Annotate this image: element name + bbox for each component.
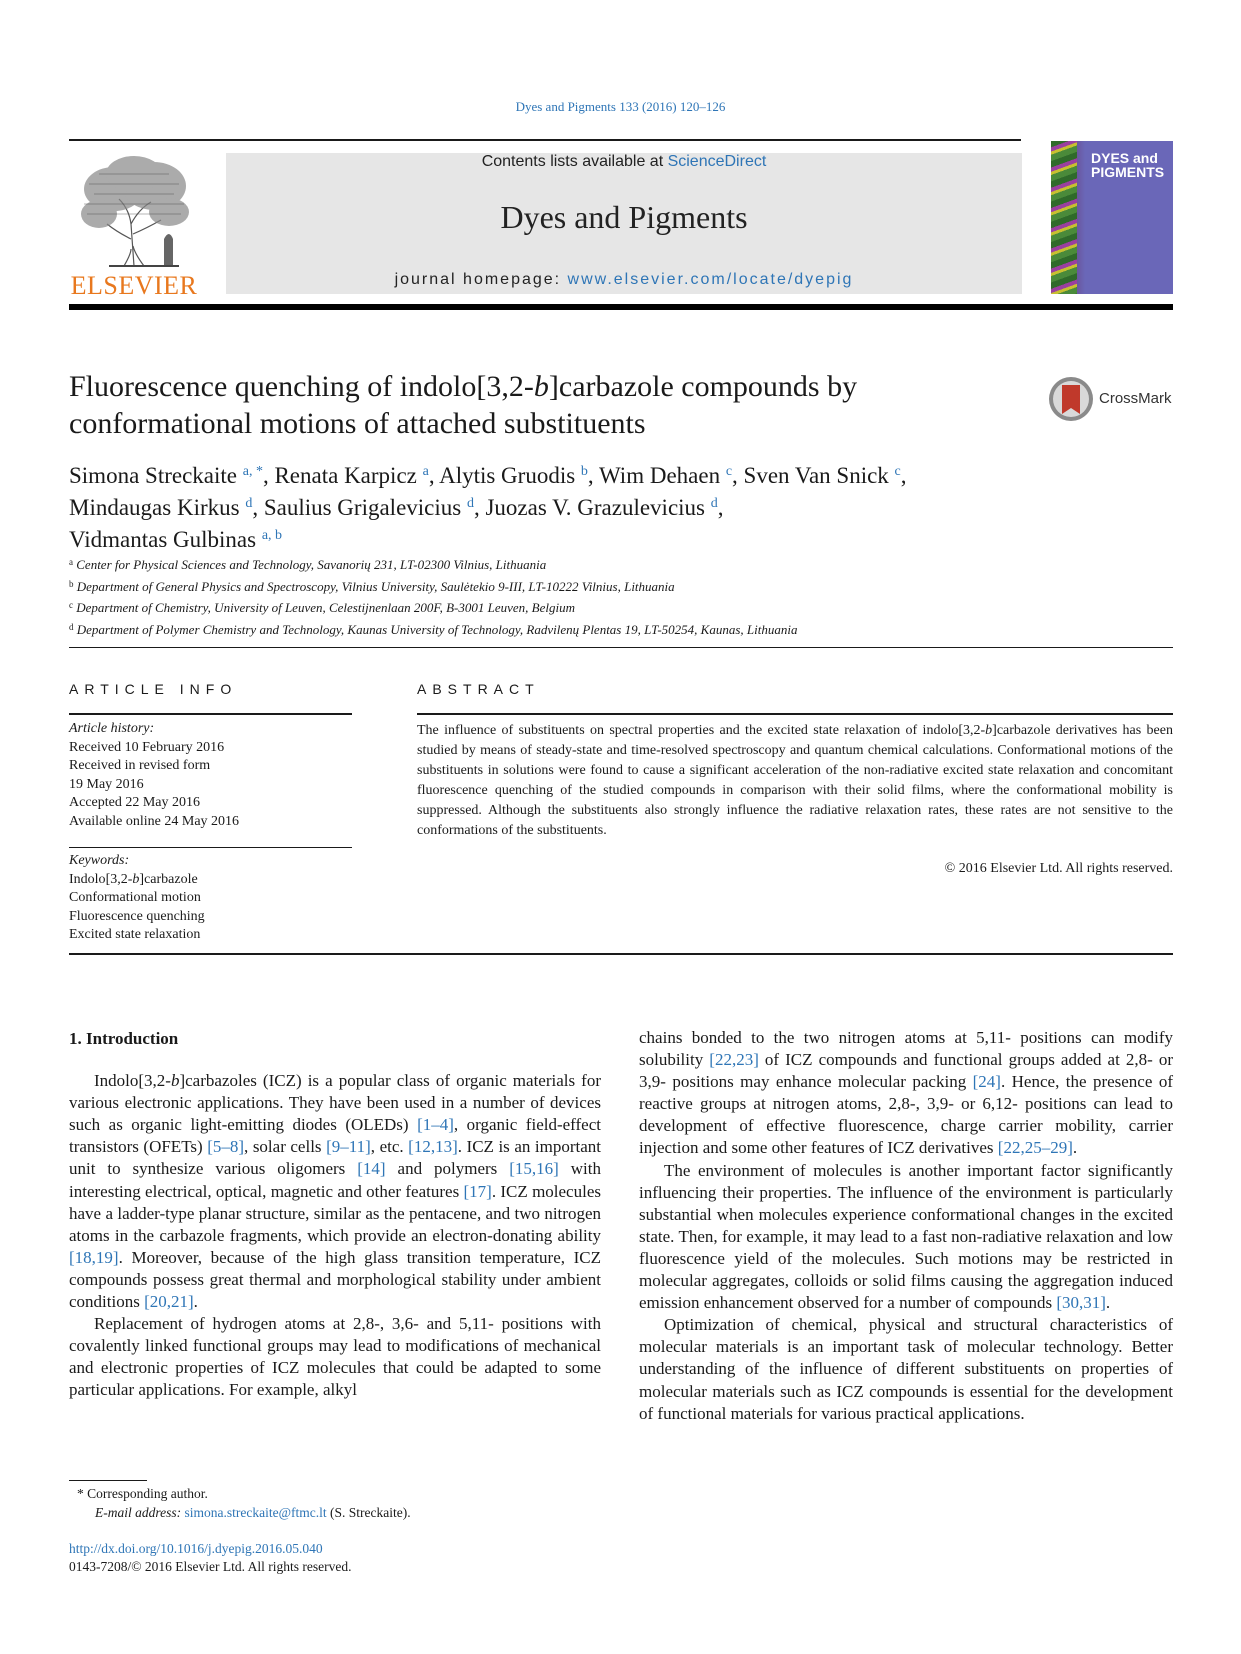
affiliation-text: Center for Physical Sciences and Technology, Savanorių 231, LT-02300 Vilnius, Lithuania — [76, 557, 547, 572]
contents-available-line — [226, 153, 1022, 171]
journal-homepage-line — [226, 271, 1022, 289]
keywords-list — [69, 871, 352, 945]
citation-link[interactable]: [18,19] — [69, 1247, 119, 1267]
keywords-rule — [69, 847, 352, 848]
header-top-rule — [69, 139, 1021, 141]
affiliation-mark: a — [69, 557, 73, 567]
affiliation-item — [69, 596, 1173, 618]
keyword-item: Indolo[3,2-b]carbazole — [69, 871, 198, 887]
journal-citation-link[interactable]: Dyes and Pigments 133 (2016) 120–126 — [515, 99, 726, 114]
citation-link[interactable]: [30,31] — [1056, 1293, 1106, 1313]
header-bottom-rule — [69, 304, 1173, 310]
affiliation-mark: b — [69, 578, 74, 589]
body-left-column — [69, 1028, 601, 1402]
email-link[interactable]: simona.streckaite@ftmc.lt — [184, 1504, 327, 1520]
citation-link[interactable]: [14] — [357, 1159, 386, 1179]
history-item: Available online 24 May 2016 — [69, 813, 240, 829]
body-paragraph: Optimization of chemical, physical and structural characteristics of molecular materials is an important task of molecular technology. Better understanding of the influence of different substituents on properties of molecular materials such as ICZ compounds is essential for the development of functional materials for various practical applications. — [639, 1315, 1173, 1423]
email-line — [69, 1504, 609, 1523]
doi-block — [69, 1540, 609, 1576]
article-info-heading: ARTICLE INFO — [69, 681, 238, 697]
author-list: Simona Streckaite $^{a, *}$, Renata Karpicz $^a$, Alytis Gruodis $^b$, Wim Dehaen $^c$, Sven Van Snick $^c$, Mindaugas Kirkus $^d$, Saulius Grigalevicius $^d$, Juozas V. Grazulevicius $^d$, Vidmantas Gulbinas $^{a, b}$ — [69, 463, 907, 552]
cover-title: DYES and PIGMENTS — [1091, 150, 1165, 180]
body-paragraph: Replacement of hydrogen atoms at 2,8-, 3,6- and 5,11- positions with covalently linked functional groups may lead to modifications of mechanical and electronic properties of ICZ molecules that could be adapted to some particular applications. For example, alkyl — [69, 1314, 601, 1400]
affiliation-mark: c — [69, 600, 73, 610]
author-name[interactable]: Sven Van Snick — [743, 463, 889, 488]
author-affiliation-mark[interactable]: b — [580, 464, 588, 479]
homepage-link[interactable]: www.elsevier.com/locate/dyepig — [567, 271, 854, 288]
citation-link[interactable]: [15,16] — [509, 1159, 559, 1179]
citation-link[interactable]: [22,25–29] — [997, 1138, 1073, 1158]
author-affiliation-mark[interactable]: a, * — [242, 464, 263, 479]
author-affiliation-mark[interactable]: d — [710, 496, 718, 511]
keyword-item: Fluorescence quenching — [69, 908, 205, 924]
keywords-block — [69, 852, 352, 945]
crossmark-icon — [1048, 376, 1094, 422]
history-label: Article history: — [69, 721, 155, 736]
citation-link[interactable]: [5–8] — [207, 1137, 245, 1157]
crossmark-badge[interactable] — [1048, 376, 1178, 426]
cover-artwork — [1051, 141, 1077, 294]
keywords-label: Keywords: — [69, 853, 130, 868]
email-label: E-mail address: — [95, 1504, 185, 1520]
left-paragraphs — [69, 1070, 601, 1401]
keyword-item: Excited state relaxation — [69, 927, 201, 942]
abstract-rule — [417, 713, 1173, 715]
affiliation-item — [69, 618, 1173, 640]
author-name[interactable]: Juozas V. Grazulevicius — [485, 495, 705, 520]
doi-link[interactable]: http://dx.doi.org/10.1016/j.dyepig.2016.05.040 — [69, 1541, 323, 1556]
author-name[interactable]: Vidmantas Gulbinas — [69, 527, 257, 552]
citation-link[interactable]: [22,23] — [709, 1050, 759, 1070]
author-affiliation-mark[interactable]: c — [894, 464, 901, 479]
right-paragraphs — [639, 1027, 1173, 1425]
history-item: 19 May 2016 — [69, 776, 144, 792]
citation-link[interactable]: [20,21] — [144, 1292, 194, 1312]
author-name[interactable]: Wim Dehaen — [599, 463, 721, 488]
contents-prefix: Contents lists available at — [481, 153, 668, 170]
email-suffix: (S. Streckaite). — [326, 1504, 411, 1520]
history-list — [69, 739, 352, 832]
affiliation-text: Department of General Physics and Spectroscopy, Vilnius University, Saulėtekio 9-III, LT-10222 Vilnius, Lithuania — [76, 578, 675, 594]
author-affiliation-mark[interactable]: a — [422, 464, 429, 479]
tree-logo-icon — [69, 154, 199, 269]
homepage-prefix: journal homepage: — [394, 271, 568, 288]
article-history — [69, 720, 352, 831]
affiliation-mark: d — [69, 621, 74, 632]
author-affiliation-mark[interactable]: a, b — [261, 528, 283, 543]
abstract-heading: ABSTRACT — [417, 681, 540, 697]
history-item: Accepted 22 May 2016 — [69, 795, 201, 810]
author-affiliation-mark[interactable]: d — [466, 496, 474, 511]
sciencedirect-link[interactable]: ScienceDirect — [667, 153, 767, 170]
author-name[interactable]: Mindaugas Kirkus — [69, 495, 240, 520]
abstract-copyright: © 2016 Elsevier Ltd. All rights reserved. — [944, 861, 1173, 876]
affiliation-item — [69, 575, 1173, 597]
issn-line: 0143-7208/© 2016 Elsevier Ltd. All rights reserved. — [69, 1559, 352, 1574]
body-paragraph: The environment of molecules is another important factor significantly influencing their properties. The influence of the environment is particularly substantial when molecules experience conformational changes in the excited state. Then, for example, it may lead to a fast non-radiative relaxation and low fluorescence yield of the molecules. Such motions may be restricted in molecular aggregates, colloids or solid films causing the aggregation induced emission enhancement observed for a number of compounds [30,31]. — [639, 1160, 1173, 1313]
citation-link[interactable]: [24] — [972, 1072, 1001, 1092]
affiliation-text: Department of Polymer Chemistry and Technology, Kaunas University of Technology, Radvilenų Plentas 19, LT-50254, Kaunas, Lithuania — [76, 621, 798, 637]
section-title-introduction: 1. Introduction — [69, 1029, 179, 1048]
citation-link[interactable]: [9–11] — [326, 1137, 371, 1157]
author-affiliation-mark[interactable]: d — [245, 496, 253, 511]
journal-cover-thumbnail[interactable] — [1051, 141, 1173, 294]
affiliation-rule — [69, 647, 1173, 648]
citation-link[interactable]: [1–4] — [417, 1115, 454, 1135]
body-right-column — [639, 1027, 1173, 1425]
author-name[interactable]: Renata Karpicz — [274, 463, 417, 488]
author-name[interactable]: Alytis Gruodis — [439, 463, 576, 488]
article-info-rule — [69, 713, 352, 715]
article-title: Fluorescence quenching of indolo[3,2-b]carbazole compounds by conformational motions of attached substituents — [69, 370, 858, 440]
author-name[interactable]: Simona Streckaite — [69, 463, 237, 488]
affiliation-item — [69, 553, 1173, 575]
corresponding-author-footnote — [69, 1485, 609, 1522]
crossmark-label: CrossMark — [1099, 390, 1172, 407]
front-matter-bottom-rule — [69, 953, 1173, 955]
affiliation-text: Department of Chemistry, University of Leuven, Celestijnenlaan 200F, B-3001 Leuven, Belgium — [76, 600, 575, 615]
body-paragraph: Indolo[3,2-b]carbazoles (ICZ) is a popular class of organic materials for various electronic applications. They have been used in a number of devices such as organic light-emitting diodes (OLEDs) [1–4], organic field-effect transistors (OFETs) [5–8], solar cells [9–11], etc. [12,13]. ICZ is an important unit to synthesize various oligomers [14] and polymers [15,16] with interesting electrical, optical, magnetic and other features [17]. ICZ molecules have a ladder-type planar structure, similar as the pentacene, and two nitrogen atoms in the carbazole fragments, which provide an electron-donating ability [18,19]. Moreover, because of the high glass transition temperature, ICZ compounds possess great thermal and morphological stability under ambient conditions [20,21]. — [69, 1071, 601, 1312]
journal-name: Dyes and Pigments — [500, 199, 748, 235]
author-affiliation-mark[interactable]: c — [725, 464, 733, 479]
affiliation-list — [69, 553, 1173, 639]
citation-link[interactable]: [12,13] — [408, 1137, 458, 1157]
history-item: Received 10 February 2016 — [69, 739, 225, 755]
citation-link[interactable]: [17] — [463, 1181, 492, 1201]
body-paragraph: chains bonded to the two nitrogen atoms at 5,11- positions can modify solubility [22,23] of ICZ compounds and functional groups added at 2,8- or 3,9- positions may enhance molecular packing [24]. Hence, the presence of reactive groups at nitrogen atoms, 2,8-, 3,9- or 6,12- positions can lead to development of effective fluorescence, charge carrier mobility, carrier injection and some other features of ICZ derivatives [22,25–29]. — [639, 1028, 1174, 1158]
corresponding-line: * Corresponding author. — [77, 1486, 208, 1501]
keyword-item: Conformational motion — [69, 890, 201, 905]
history-item: Received in revised form — [69, 758, 211, 773]
elsevier-wordmark[interactable]: ELSEVIER — [70, 271, 198, 300]
footnote-rule — [69, 1480, 147, 1481]
author-name[interactable]: Saulius Grigalevicius — [263, 495, 462, 520]
abstract-text: The influence of substituents on spectral properties and the excited state relaxation of indolo[3,2-b]carbazole derivatives has been studied by means of steady-state and time-resolved spectroscopy and quantum chemical calculations. Conformational motions of the substituents in solutions were found to cause a significant acceleration of the non-radiative excited state relaxation and concomitant fluorescence quenching of the studied compounds in comparison with their solid films, where the conformational mobility is suppressed. Although the substituents also strongly influence the radiative relaxation rates, these rates are not sensitive to the conformations of the substituents. — [417, 723, 1173, 838]
